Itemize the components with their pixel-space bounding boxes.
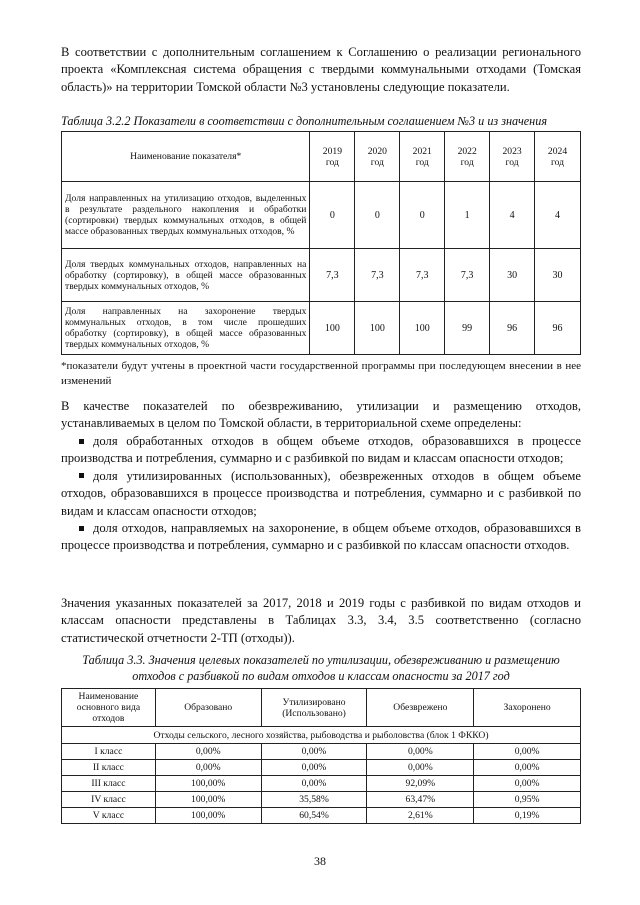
table-cell: 0,00% bbox=[261, 744, 367, 760]
table2-header-cell: Наименование основного вида отходов bbox=[62, 689, 156, 727]
table1-header-year: 2022 год bbox=[445, 132, 490, 182]
intro-paragraph: В соответствии с дополнительным соглашением к Соглашению о реализации регионального проекта «Комплексная система обращения с твердыми коммунальными отходами (Томская область)» на территории Томской области №3 установлены следующие показатели. bbox=[61, 45, 581, 94]
table-cell: 0,00% bbox=[155, 744, 261, 760]
indicators-table bbox=[61, 131, 581, 355]
table-row bbox=[62, 302, 581, 355]
table1-header-year: 2023 год bbox=[490, 132, 535, 182]
indicator-value: 0 bbox=[310, 182, 355, 249]
table-row bbox=[62, 808, 581, 824]
indicator-name: Доля направленных на захоронение твердых коммунальных отходов, в том числе прошедших обработку (сортировку), в общей массе образованных твердых коммунальных отходов, % bbox=[62, 302, 310, 355]
table-cell: 63,47% bbox=[367, 792, 474, 808]
table1-header-year: 2021 год bbox=[400, 132, 445, 182]
indicator-value: 7,3 bbox=[445, 249, 490, 302]
hazard-class: III класс bbox=[62, 776, 156, 792]
table-row bbox=[62, 776, 581, 792]
list-item: доля утилизированных (использованных), обезвреженных отходов в общем объеме отходов, образовавшихся в процессе производства и потребления, суммарно и с разбивкой по видам и классам опасности отходов; bbox=[61, 468, 581, 518]
indicators-paragraph: В качестве показателей по обезвреживанию, утилизации и размещению отходов, устанавливаемых в целом по Томской области, в территориальной схеме определены: bbox=[61, 399, 581, 431]
table1-footnote: *показатели будут учтены в проектной части государственной программы при последующем внесении в нее изменений bbox=[61, 360, 581, 387]
page-number: 38 bbox=[314, 854, 326, 868]
indicator-value: 4 bbox=[490, 182, 535, 249]
indicator-value: 30 bbox=[535, 249, 581, 302]
indicator-value: 1 bbox=[445, 182, 490, 249]
indicator-value: 4 bbox=[535, 182, 581, 249]
indicator-name: Доля направленных на утилизацию отходов, выделенных в результате раздельного накопления и обработки (сортировки) твердых коммунальных отходов, в общей массе образованных твердых коммунальных отходов, % bbox=[62, 182, 310, 249]
table-cell: 0,00% bbox=[474, 744, 581, 760]
table-row bbox=[62, 760, 581, 776]
indicator-value: 100 bbox=[310, 302, 355, 355]
table1-header-year: 2024 год bbox=[535, 132, 581, 182]
indicator-value: 30 bbox=[490, 249, 535, 302]
bullet-icon bbox=[79, 439, 84, 444]
indicator-value: 99 bbox=[445, 302, 490, 355]
target-values-table bbox=[61, 688, 581, 824]
indicator-value: 0 bbox=[400, 182, 445, 249]
hazard-class: I класс bbox=[62, 744, 156, 760]
list-item: доля отходов, направляемых на захоронение, в общем объеме отходов, образовавшихся в процессе производства и потребления, суммарно и с разбивкой по классам опасности отходов. bbox=[61, 521, 581, 553]
table2-header-cell: Образовано bbox=[155, 689, 261, 727]
table-cell: 92,09% bbox=[367, 776, 474, 792]
table2-header-row bbox=[62, 689, 581, 727]
table-cell: 35,58% bbox=[261, 792, 367, 808]
table-cell: 100,00% bbox=[155, 808, 261, 824]
table-cell: 100,00% bbox=[155, 776, 261, 792]
indicators-list bbox=[61, 433, 581, 555]
table-cell: 60,54% bbox=[261, 808, 367, 824]
table1-caption: Таблица 3.2.2 Показатели в соответствии с дополнительным соглашением №3 и из значения bbox=[61, 114, 547, 128]
indicator-value: 96 bbox=[490, 302, 535, 355]
table-row bbox=[62, 182, 581, 249]
table2-header-cell: Обезврежено bbox=[367, 689, 474, 727]
table-cell: 0,00% bbox=[261, 760, 367, 776]
table2-group-row bbox=[62, 727, 581, 744]
table-cell: 100,00% bbox=[155, 792, 261, 808]
table-cell: 0,00% bbox=[155, 760, 261, 776]
indicator-value: 7,3 bbox=[355, 249, 400, 302]
table-row bbox=[62, 744, 581, 760]
indicator-value: 7,3 bbox=[400, 249, 445, 302]
hazard-class: IV класс bbox=[62, 792, 156, 808]
table-cell: 0,00% bbox=[367, 744, 474, 760]
table-cell: 0,19% bbox=[474, 808, 581, 824]
table-row bbox=[62, 249, 581, 302]
table1-header-name: Наименование показателя* bbox=[62, 132, 310, 182]
indicator-value: 96 bbox=[535, 302, 581, 355]
table1-header-row bbox=[62, 132, 581, 182]
table2-header-cell: Захоронено bbox=[474, 689, 581, 727]
table-cell: 0,00% bbox=[474, 760, 581, 776]
bullet-icon bbox=[79, 526, 84, 531]
indicator-value: 100 bbox=[355, 302, 400, 355]
table2-header-cell: Утилизировано (Использовано) bbox=[261, 689, 367, 727]
table-cell: 0,00% bbox=[474, 776, 581, 792]
table-row bbox=[62, 792, 581, 808]
table2-caption: Таблица 3.3. Значения целевых показателей по утилизации, обезвреживанию и размещению отходов с разбивкой по видам отходов и классам опасности за 2017 год bbox=[82, 653, 560, 683]
values-paragraph: Значения указанных показателей за 2017, 2018 и 2019 годы с разбивкой по видам отходов и классам опасности представлены в Таблицах 3.3, 3.4, 3.5 соответственно (согласно статистической отчетности 2-ТП (отходы)). bbox=[61, 596, 581, 645]
indicator-value: 100 bbox=[400, 302, 445, 355]
table1-header-year: 2020 год bbox=[355, 132, 400, 182]
bullet-icon bbox=[79, 473, 84, 478]
indicator-value: 7,3 bbox=[310, 249, 355, 302]
hazard-class: V класс bbox=[62, 808, 156, 824]
table-cell: 2,61% bbox=[367, 808, 474, 824]
indicator-name: Доля твердых коммунальных отходов, направленных на обработку (сортировку), в общей массе образованных твердых коммунальных отходов, % bbox=[62, 249, 310, 302]
hazard-class: II класс bbox=[62, 760, 156, 776]
table-cell: 0,00% bbox=[261, 776, 367, 792]
table-cell: 0,95% bbox=[474, 792, 581, 808]
list-item: доля обработанных отходов в общем объеме отходов, образовавшихся в процессе производства и потребления, суммарно и с разбивкой по видам и классам опасности отходов; bbox=[61, 434, 581, 466]
table1-header-year: 2019 год bbox=[310, 132, 355, 182]
waste-group-label: Отходы сельского, лесного хозяйства, рыбоводства и рыболовства (блок 1 ФККО) bbox=[62, 727, 581, 744]
indicator-value: 0 bbox=[355, 182, 400, 249]
table-cell: 0,00% bbox=[367, 760, 474, 776]
